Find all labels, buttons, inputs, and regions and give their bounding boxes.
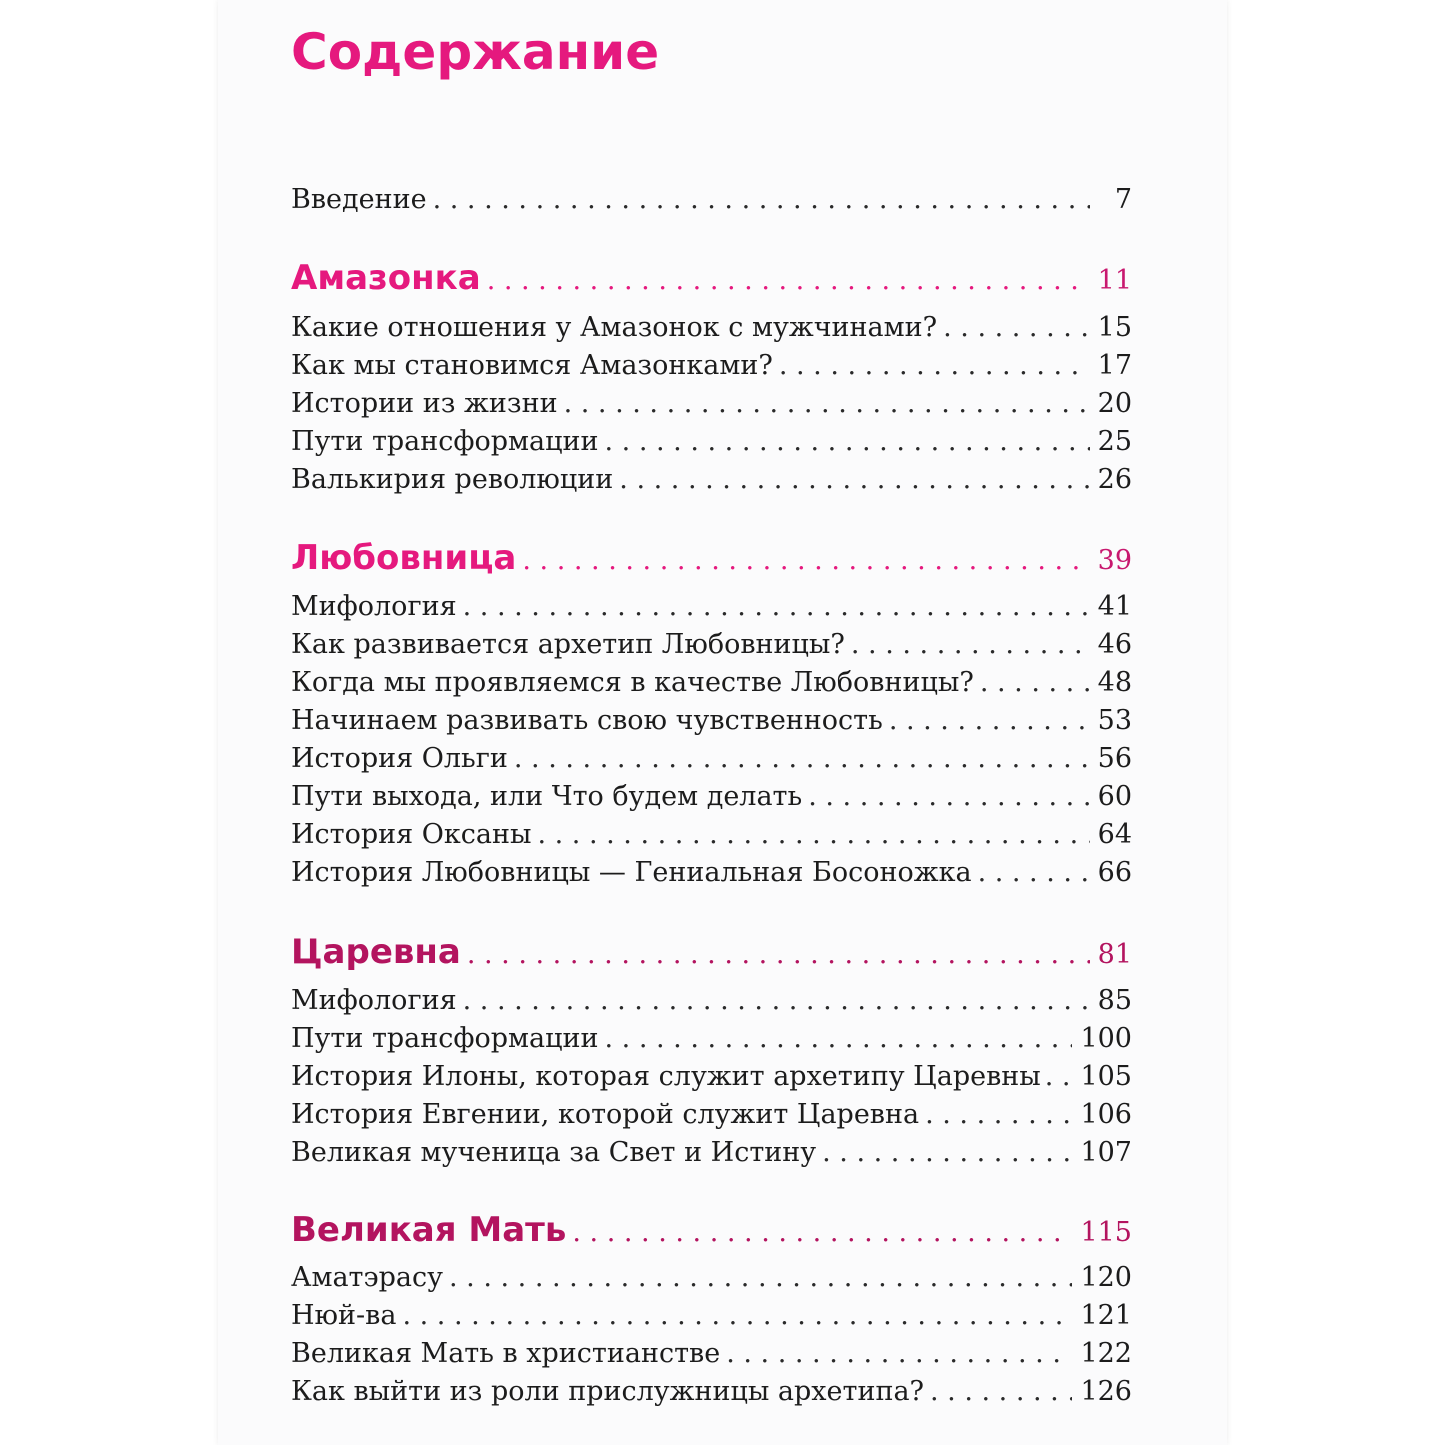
toc-entry[interactable] bbox=[291, 985, 1132, 1023]
dot-leader bbox=[564, 388, 1090, 419]
toc-entry-label: Истории из жизни bbox=[291, 388, 558, 419]
toc-entry[interactable] bbox=[291, 705, 1132, 743]
dot-leader bbox=[433, 184, 1090, 215]
toc-entry-label: История Евгении, которой служит Царевна bbox=[291, 1099, 920, 1130]
dot-leader bbox=[978, 857, 1090, 888]
toc-page-number: 15 bbox=[1097, 312, 1132, 343]
dot-leader bbox=[930, 1376, 1072, 1407]
page-title: Содержание bbox=[291, 23, 660, 81]
toc-page-number: 122 bbox=[1080, 1338, 1132, 1369]
dot-leader bbox=[463, 591, 1090, 622]
dot-leader bbox=[514, 743, 1090, 774]
toc-entry-label: История Ольги bbox=[291, 743, 508, 774]
toc-entry-label: Как выйти из роли прислужницы архетипа? bbox=[291, 1376, 925, 1407]
dot-leader bbox=[522, 545, 1089, 576]
dot-leader bbox=[726, 1338, 1072, 1369]
section-page-number: 39 bbox=[1097, 545, 1132, 576]
toc-entry[interactable] bbox=[291, 1338, 1132, 1376]
dot-leader bbox=[572, 1217, 1072, 1248]
toc-page-number: 26 bbox=[1097, 464, 1132, 495]
toc-page-number: 126 bbox=[1080, 1376, 1132, 1407]
toc-entry[interactable] bbox=[291, 464, 1132, 502]
toc-entry[interactable] bbox=[291, 312, 1132, 350]
toc-page-number: 7 bbox=[1114, 184, 1132, 215]
toc-entry-label: История Любовницы — Гениальная Босоножка bbox=[291, 857, 972, 888]
toc-entry[interactable] bbox=[291, 1376, 1132, 1414]
dot-leader bbox=[619, 464, 1089, 495]
toc-entry-label: Пути трансформации bbox=[291, 1023, 599, 1054]
toc-entry[interactable] bbox=[291, 591, 1132, 629]
dot-leader bbox=[980, 667, 1090, 698]
toc-entry-label: Великая Мать в христианстве bbox=[291, 1338, 721, 1369]
toc-entry-label: Мифология bbox=[291, 985, 457, 1016]
toc-page-number: 46 bbox=[1097, 629, 1132, 660]
toc-page-number: 53 bbox=[1097, 705, 1132, 736]
toc-page-number: 107 bbox=[1080, 1137, 1132, 1168]
toc-entry[interactable] bbox=[291, 1023, 1132, 1061]
toc-entry-label: Введение bbox=[291, 184, 427, 215]
toc-entry-label: Начинаем развивать свою чувственность bbox=[291, 705, 883, 736]
toc-page-number: 64 bbox=[1097, 819, 1132, 850]
toc-page-number: 66 bbox=[1097, 857, 1132, 888]
toc-entry-intro[interactable] bbox=[291, 184, 1132, 222]
dot-leader bbox=[925, 1099, 1072, 1130]
toc-section-tsarevna[interactable] bbox=[291, 932, 1132, 976]
toc-entry-label: Великая мученица за Свет и Истину bbox=[291, 1137, 817, 1168]
toc-page-number: 105 bbox=[1080, 1061, 1132, 1092]
dot-leader bbox=[605, 426, 1090, 457]
toc-entry[interactable] bbox=[291, 1300, 1132, 1338]
toc-entry-label: Пути выхода, или Что будем делать bbox=[291, 781, 803, 812]
toc-page-number: 100 bbox=[1080, 1023, 1132, 1054]
dot-leader bbox=[402, 1300, 1072, 1331]
toc-page-number: 17 bbox=[1097, 350, 1132, 381]
dot-leader bbox=[779, 350, 1090, 381]
dot-leader bbox=[1045, 1061, 1077, 1092]
toc-page-number: 41 bbox=[1097, 591, 1132, 622]
section-page-number: 115 bbox=[1080, 1217, 1132, 1248]
dot-leader bbox=[449, 1262, 1072, 1293]
toc-page-number: 121 bbox=[1080, 1300, 1132, 1331]
toc-section-velikaya-mat[interactable] bbox=[291, 1210, 1132, 1254]
toc-entry-label: Аматэрасу bbox=[291, 1262, 443, 1293]
toc-section-lyubovnitsa[interactable] bbox=[291, 538, 1132, 582]
book-page bbox=[218, 0, 1227, 1445]
toc-entry-label: История Оксаны bbox=[291, 819, 532, 850]
dot-leader bbox=[808, 781, 1089, 812]
toc-page-number: 120 bbox=[1080, 1262, 1132, 1293]
toc-page-number: 25 bbox=[1097, 426, 1132, 457]
section-page-number: 11 bbox=[1097, 265, 1132, 296]
section-title: Любовница bbox=[291, 538, 517, 578]
toc-entry[interactable] bbox=[291, 743, 1132, 781]
toc-entry[interactable] bbox=[291, 1137, 1132, 1175]
toc-entry[interactable] bbox=[291, 1262, 1132, 1300]
dot-leader bbox=[822, 1137, 1072, 1168]
toc-entry[interactable] bbox=[291, 350, 1132, 388]
toc-entry[interactable] bbox=[291, 1061, 1132, 1099]
toc-entry-label: Нюй-ва bbox=[291, 1300, 397, 1331]
toc-entry[interactable] bbox=[291, 1099, 1132, 1137]
toc-entry-label: Валькирия революции bbox=[291, 464, 614, 495]
dot-leader bbox=[943, 312, 1090, 343]
toc-entry[interactable] bbox=[291, 629, 1132, 667]
toc-entry-label: Когда мы проявляемся в качестве Любовницы? bbox=[291, 667, 974, 698]
toc-page-number: 56 bbox=[1097, 743, 1132, 774]
dot-leader bbox=[467, 939, 1090, 970]
toc-entry[interactable] bbox=[291, 857, 1132, 895]
dot-leader bbox=[889, 705, 1090, 736]
toc-entry-label: Как развивается архетип Любовницы? bbox=[291, 629, 845, 660]
toc-entry-label: Мифология bbox=[291, 591, 457, 622]
toc-page-number: 60 bbox=[1097, 781, 1132, 812]
section-title: Царевна bbox=[291, 932, 461, 972]
dot-leader bbox=[851, 629, 1090, 660]
toc-entry-label: Какие отношения у Амазонок с мужчинами? bbox=[291, 312, 938, 343]
dot-leader bbox=[463, 985, 1090, 1016]
section-page-number: 81 bbox=[1097, 939, 1132, 970]
toc-entry-label: Пути трансформации bbox=[291, 426, 599, 457]
toc-entry[interactable] bbox=[291, 781, 1132, 819]
dot-leader bbox=[537, 819, 1089, 850]
toc-page-number: 48 bbox=[1097, 667, 1132, 698]
toc-entry[interactable] bbox=[291, 667, 1132, 705]
dot-leader bbox=[487, 265, 1090, 296]
toc-entry-label: История Илоны, которая служит архетипу Царевны bbox=[291, 1061, 1041, 1092]
toc-section-amazonka[interactable] bbox=[291, 258, 1132, 302]
toc-entry[interactable] bbox=[291, 388, 1132, 426]
toc-page-number: 106 bbox=[1080, 1099, 1132, 1130]
toc-entry[interactable] bbox=[291, 819, 1132, 857]
toc-page-number: 85 bbox=[1097, 985, 1132, 1016]
section-title: Великая Мать bbox=[291, 1210, 567, 1250]
toc-entry-label: Как мы становимся Амазонками? bbox=[291, 350, 773, 381]
toc-entry[interactable] bbox=[291, 426, 1132, 464]
section-title: Амазонка bbox=[291, 258, 481, 298]
toc-page-number: 20 bbox=[1097, 388, 1132, 419]
dot-leader bbox=[605, 1023, 1073, 1054]
